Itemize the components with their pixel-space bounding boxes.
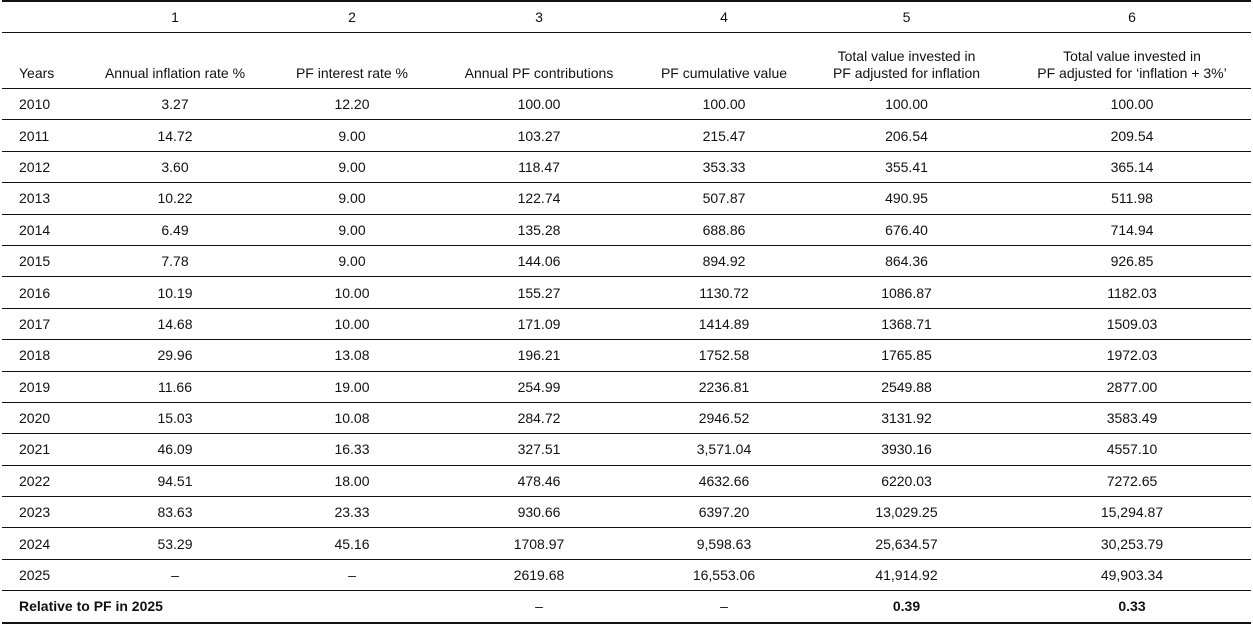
table-row: [2, 214, 1251, 245]
table-cell: 894.92: [648, 245, 800, 276]
table-cell: 2619.68: [430, 559, 648, 590]
table-cell: 284.72: [430, 402, 648, 433]
summary-cell: –: [648, 591, 800, 623]
table-cell: 15.03: [76, 402, 274, 433]
table-row: [2, 559, 1251, 590]
table-cell: 13.08: [274, 340, 430, 371]
table-cell: 100.00: [648, 89, 800, 120]
table-row: [2, 340, 1251, 371]
table-cell: 100.00: [430, 89, 648, 120]
table-cell: 29.96: [76, 340, 274, 371]
year-cell: 2014: [2, 214, 76, 245]
table-cell: 3930.16: [800, 434, 1013, 465]
table-cell: 6.49: [76, 214, 274, 245]
table-cell: 53.29: [76, 528, 274, 559]
table-cell: 215.47: [648, 120, 800, 151]
year-cell: 2024: [2, 528, 76, 559]
column-header: Annual inflation rate %: [76, 33, 274, 89]
table-body: [2, 89, 1251, 623]
table-cell: 155.27: [430, 277, 648, 308]
table-cell: 9.00: [274, 214, 430, 245]
table-cell: 100.00: [1013, 89, 1251, 120]
year-cell: 2018: [2, 340, 76, 371]
table-cell: 100.00: [800, 89, 1013, 120]
table-cell: 30,253.79: [1013, 528, 1251, 559]
table-cell: 1414.89: [648, 308, 800, 339]
table-cell: 9.00: [274, 245, 430, 276]
column-number-row: [2, 1, 1251, 33]
table-cell: 4632.66: [648, 465, 800, 496]
table-cell: 3.27: [76, 89, 274, 120]
table-cell: 135.28: [430, 214, 648, 245]
table-row: [2, 371, 1251, 402]
table-cell: 1509.03: [1013, 308, 1251, 339]
table-cell: 23.33: [274, 497, 430, 528]
summary-cell: 0.39: [800, 591, 1013, 623]
table-cell: –: [76, 559, 274, 590]
table-cell: 478.46: [430, 465, 648, 496]
summary-cell: –: [430, 591, 648, 623]
column-header: PF interest rate %: [274, 33, 430, 89]
table-cell: 511.98: [1013, 183, 1251, 214]
year-cell: 2012: [2, 151, 76, 182]
column-number: 4: [648, 1, 800, 33]
table-cell: 864.36: [800, 245, 1013, 276]
table-cell: 9,598.63: [648, 528, 800, 559]
table-cell: 688.86: [648, 214, 800, 245]
year-cell: 2021: [2, 434, 76, 465]
table-cell: 353.33: [648, 151, 800, 182]
year-cell: 2022: [2, 465, 76, 496]
table-cell: 355.41: [800, 151, 1013, 182]
table-cell: 16.33: [274, 434, 430, 465]
table-cell: 7272.65: [1013, 465, 1251, 496]
table-cell: 206.54: [800, 120, 1013, 151]
table-cell: 49,903.34: [1013, 559, 1251, 590]
table-cell: 9.00: [274, 120, 430, 151]
table-cell: 171.09: [430, 308, 648, 339]
summary-label: Relative to PF in 2025: [2, 591, 76, 623]
table-cell: 254.99: [430, 371, 648, 402]
table-cell: 490.95: [800, 183, 1013, 214]
table-cell: 14.72: [76, 120, 274, 151]
table-cell: 18.00: [274, 465, 430, 496]
table-cell: 507.87: [648, 183, 800, 214]
summary-cell: 0.33: [1013, 591, 1251, 623]
year-cell: 2020: [2, 402, 76, 433]
table-cell: 2877.00: [1013, 371, 1251, 402]
summary-row: [2, 591, 1251, 623]
column-number: 3: [430, 1, 648, 33]
table-cell: 676.40: [800, 214, 1013, 245]
year-cell: 2019: [2, 371, 76, 402]
table-cell: 6397.20: [648, 497, 800, 528]
table-cell: 926.85: [1013, 245, 1251, 276]
table-cell: 9.00: [274, 151, 430, 182]
header-row: [2, 33, 1251, 89]
table-row: [2, 497, 1251, 528]
table-row: [2, 151, 1251, 182]
table-cell: 10.00: [274, 277, 430, 308]
column-number: 6: [1013, 1, 1251, 33]
column-header: PF cumulative value: [648, 33, 800, 89]
column-number: [2, 1, 76, 33]
table-cell: 1708.97: [430, 528, 648, 559]
table-cell: 4557.10: [1013, 434, 1251, 465]
header-line: Total value invested in: [837, 48, 976, 64]
table-cell: 1182.03: [1013, 277, 1251, 308]
table-cell: 118.47: [430, 151, 648, 182]
table-cell: 1130.72: [648, 277, 800, 308]
table-row: [2, 528, 1251, 559]
table-cell: 2549.88: [800, 371, 1013, 402]
table-cell: 327.51: [430, 434, 648, 465]
table-row: [2, 120, 1251, 151]
column-header: [800, 33, 1013, 89]
table-cell: –: [274, 559, 430, 590]
table-cell: 1765.85: [800, 340, 1013, 371]
table-cell: 10.08: [274, 402, 430, 433]
table-cell: 209.54: [1013, 120, 1251, 151]
column-number: 2: [274, 1, 430, 33]
table-row: [2, 89, 1251, 120]
table-cell: 103.27: [430, 120, 648, 151]
year-cell: 2025: [2, 559, 76, 590]
table-cell: 7.78: [76, 245, 274, 276]
table-row: [2, 245, 1251, 276]
year-cell: 2011: [2, 120, 76, 151]
column-number: 5: [800, 1, 1013, 33]
year-cell: 2013: [2, 183, 76, 214]
header-line: Total value invested in: [1063, 48, 1201, 64]
table-cell: 14.68: [76, 308, 274, 339]
year-cell: 2023: [2, 497, 76, 528]
pf-inflation-table: [2, 0, 1251, 624]
table-cell: 25,634.57: [800, 528, 1013, 559]
table-row: [2, 402, 1251, 433]
year-cell: 2017: [2, 308, 76, 339]
column-number: 1: [76, 1, 274, 33]
table-cell: 19.00: [274, 371, 430, 402]
year-cell: 2016: [2, 277, 76, 308]
table-cell: 16,553.06: [648, 559, 800, 590]
table-cell: 1972.03: [1013, 340, 1251, 371]
table-cell: 46.09: [76, 434, 274, 465]
table-cell: 930.66: [430, 497, 648, 528]
table-row: [2, 183, 1251, 214]
table-cell: 15,294.87: [1013, 497, 1251, 528]
table-row: [2, 434, 1251, 465]
table-cell: 11.66: [76, 371, 274, 402]
summary-cell: [274, 591, 430, 623]
table-row: [2, 465, 1251, 496]
table-cell: 83.63: [76, 497, 274, 528]
table-cell: 3.60: [76, 151, 274, 182]
table-cell: 41,914.92: [800, 559, 1013, 590]
table-row: [2, 277, 1251, 308]
table-cell: 12.20: [274, 89, 430, 120]
table-cell: 3583.49: [1013, 402, 1251, 433]
table-cell: 2236.81: [648, 371, 800, 402]
table-cell: 10.19: [76, 277, 274, 308]
table-cell: 94.51: [76, 465, 274, 496]
table-cell: 6220.03: [800, 465, 1013, 496]
year-cell: 2015: [2, 245, 76, 276]
table-cell: 3131.92: [800, 402, 1013, 433]
table-cell: 10.00: [274, 308, 430, 339]
table-cell: 1086.87: [800, 277, 1013, 308]
table-cell: 2946.52: [648, 402, 800, 433]
table-cell: 196.21: [430, 340, 648, 371]
column-header: Annual PF contributions: [430, 33, 648, 89]
year-cell: 2010: [2, 89, 76, 120]
table-row: [2, 308, 1251, 339]
table-cell: 1368.71: [800, 308, 1013, 339]
header-line: PF adjusted for inflation: [832, 65, 981, 81]
table-cell: 365.14: [1013, 151, 1251, 182]
table-cell: 144.06: [430, 245, 648, 276]
table-cell: 45.16: [274, 528, 430, 559]
table-cell: 13,029.25: [800, 497, 1013, 528]
table-cell: 10.22: [76, 183, 274, 214]
table-cell: 1752.58: [648, 340, 800, 371]
column-header: Years: [2, 33, 76, 89]
header-line: PF adjusted for ‘inflation + 3%’: [1037, 65, 1227, 81]
table-cell: 714.94: [1013, 214, 1251, 245]
table-cell: 3,571.04: [648, 434, 800, 465]
column-header: [1013, 33, 1251, 89]
table-cell: 9.00: [274, 183, 430, 214]
table-cell: 122.74: [430, 183, 648, 214]
